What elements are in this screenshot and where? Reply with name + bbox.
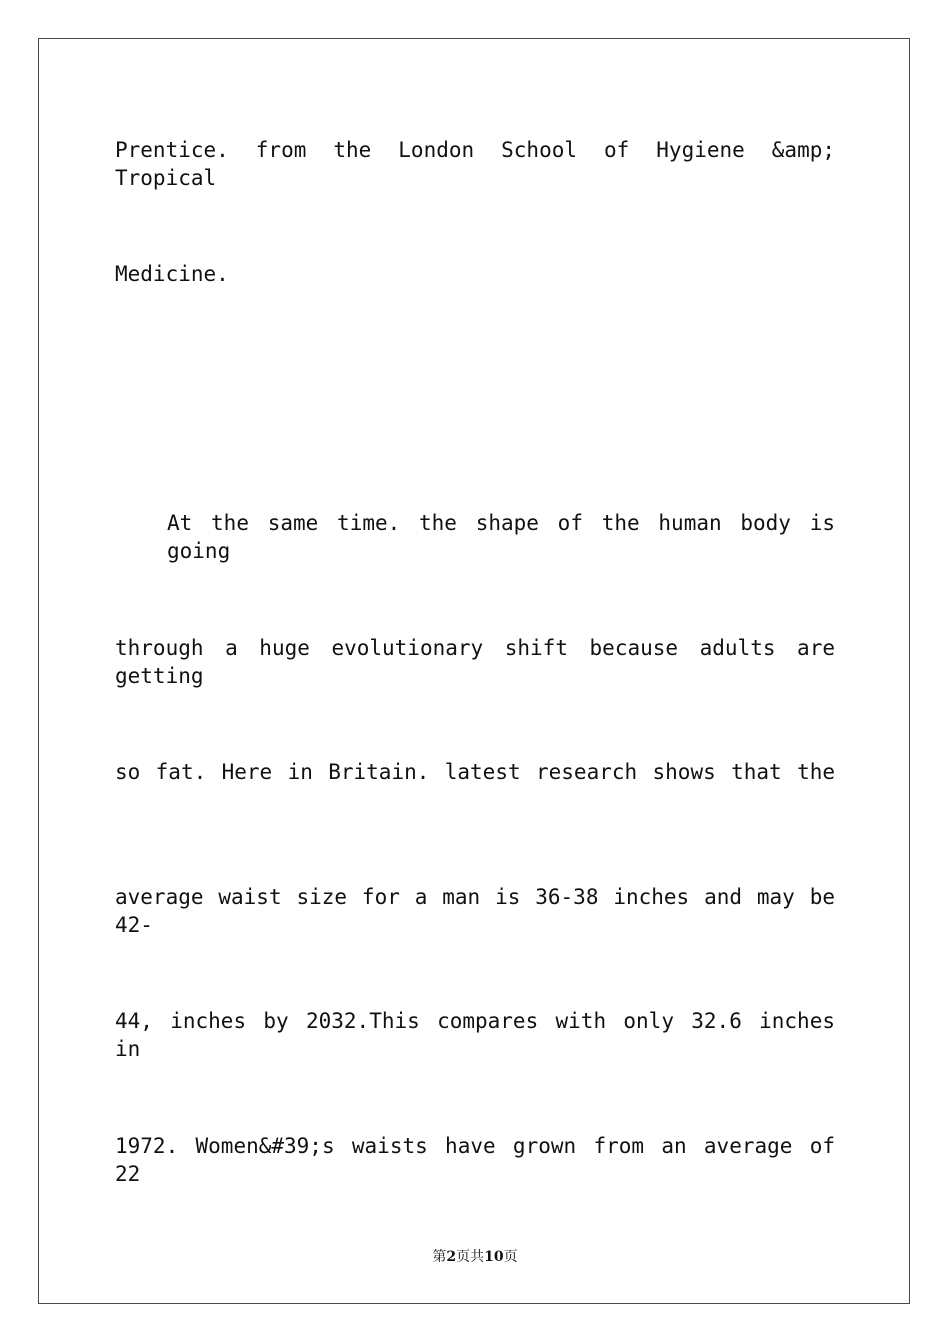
page-total: 10 [484, 1249, 504, 1265]
text-line-7: 44, inches by 2032.This compares with only 32.6 inches in [115, 1009, 835, 1061]
text-line-4: through a huge evolutionary shift because adults are getting [115, 636, 835, 688]
total-suffix: 页 [503, 1249, 518, 1265]
page-prefix: 第 [432, 1249, 447, 1265]
text-line-8: 1972. Women&#39;s waists have grown from an average of 22 [115, 1134, 835, 1186]
text-line-1: Prentice. from the London School of Hygiene &amp; Tropical [115, 138, 835, 190]
page-suffix: 页 [456, 1249, 471, 1265]
total-prefix: 共 [470, 1249, 485, 1265]
text-line-3: At the same time. the shape of the human body is going [167, 511, 835, 563]
text-line-6: average waist size for a man is 36-38 inches and may be 42- [115, 885, 835, 937]
text-line-5: so fat. Here in Britain. latest research shows that the [115, 760, 835, 784]
page-current: 2 [446, 1249, 457, 1265]
page-footer [0, 1247, 950, 1267]
text-line-2: Medicine. [115, 262, 229, 286]
